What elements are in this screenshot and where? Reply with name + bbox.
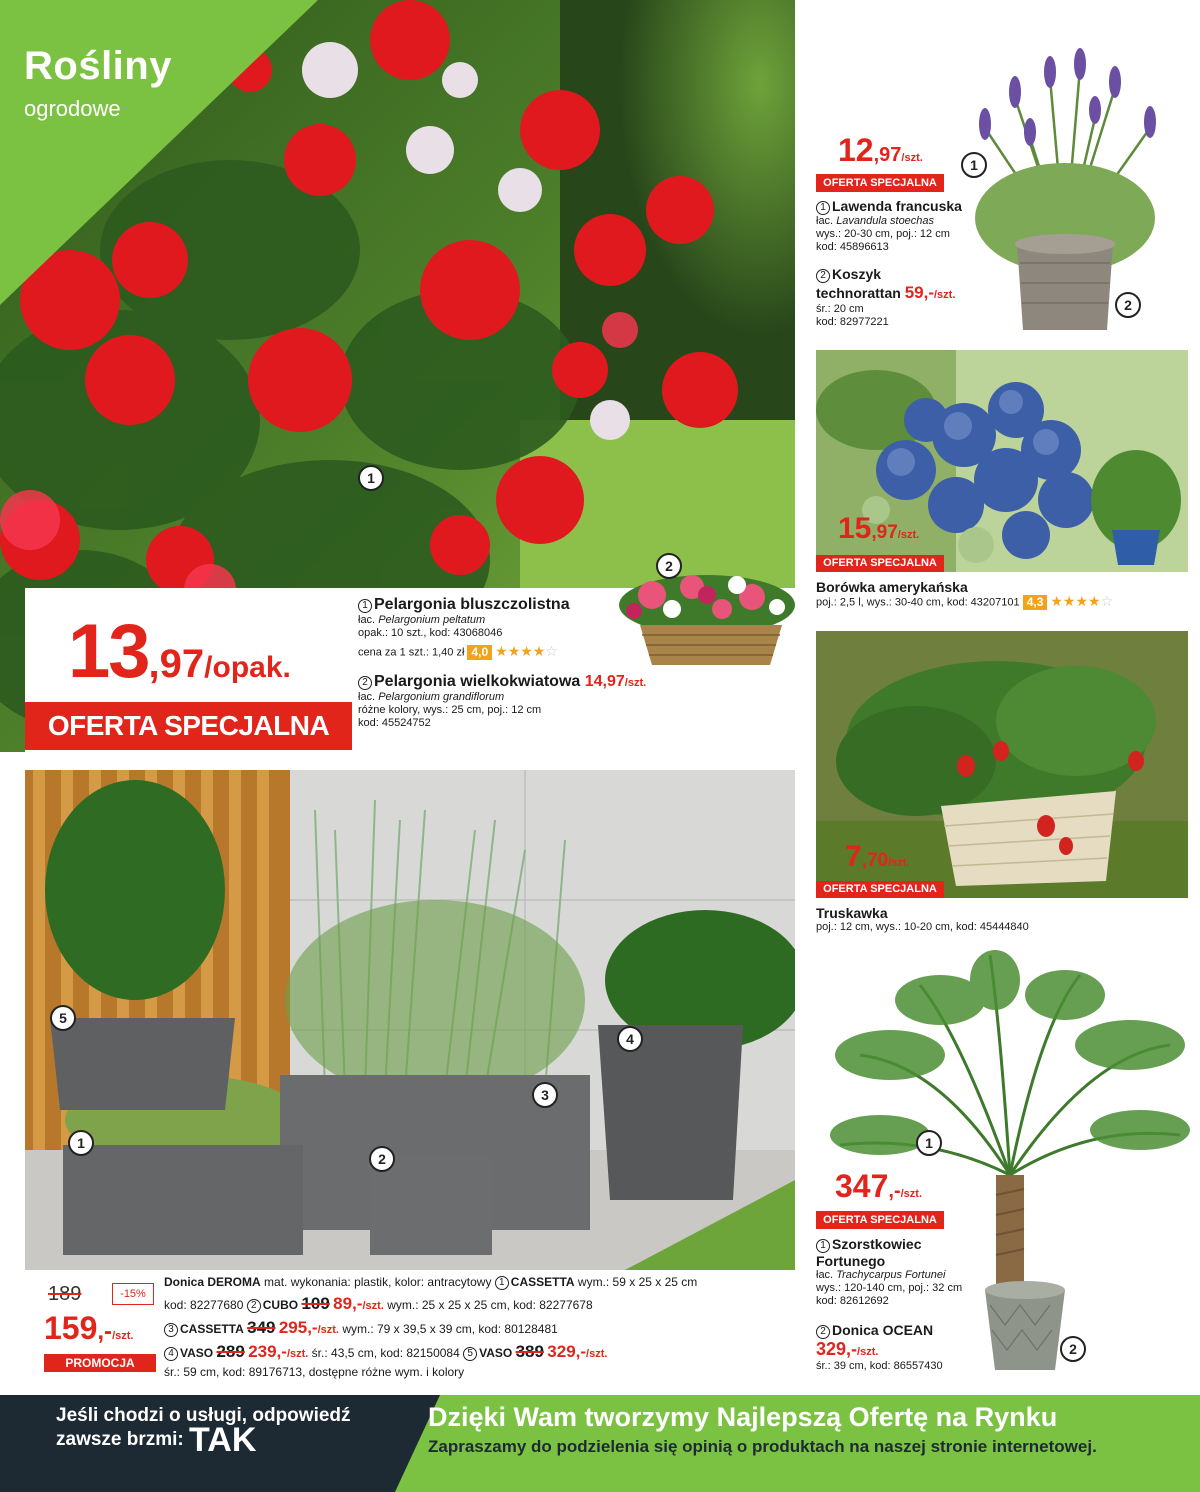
hero-item2 [358, 673, 778, 730]
palm-item1 [816, 1236, 986, 1308]
marker-pot-2: 2 [369, 1146, 395, 1172]
pots-vaso4: VASO [180, 1346, 214, 1360]
hero-item1-name: Pelargonia bluszczolistna [374, 596, 570, 613]
blueberry-price [838, 512, 919, 546]
hero-item2-code: kod: 45524752 [358, 717, 431, 729]
hero-rating [467, 645, 557, 660]
basket-details: śr.: 20 cm [816, 303, 864, 315]
palm-latin-label: łac. [816, 1269, 834, 1281]
marker-geranium-1: 1 [358, 465, 384, 491]
ocean-item2 [816, 1322, 996, 1373]
lavender-offer-badge: OFERTA SPECJALNA [816, 174, 944, 192]
pots-cubo-unit: /szt. [362, 1300, 384, 1312]
hero-item2-details: różne kolory, wys.: 25 cm, poj.: 12 cm [358, 704, 542, 716]
palm-name-1: Szorstkowiec [832, 1236, 922, 1252]
lavender-price [838, 132, 923, 169]
hero-rating-score: 4,0 [467, 645, 492, 660]
hero-item1-latin: Pelargonium peltatum [378, 614, 486, 626]
ocean-price: 329,- [816, 1339, 858, 1359]
pots-price-cents: ,- [97, 1318, 113, 1345]
palm-name-2: Fortunego [816, 1253, 886, 1269]
pots-price-main: 159 [44, 1310, 98, 1346]
hero-item1 [358, 596, 618, 660]
marker-basket-2: 2 [1115, 292, 1141, 318]
pots-price [44, 1310, 133, 1347]
lavender-latin: Lavandula stoechas [836, 215, 935, 227]
hero-price-unit: /opak. [204, 651, 291, 684]
pots-cassetta3-unit: /szt. [317, 1324, 339, 1336]
pots-vaso5-num: 5 [463, 1347, 477, 1361]
lavender-latin-label: łac. [816, 215, 834, 227]
strawberry-details: poj.: 12 cm, wys.: 10-20 cm, kod: 45444840 [816, 921, 1029, 933]
hero-offer-badge: OFERTA SPECJALNA [25, 702, 352, 750]
pots-cassetta3-price: 295,- [278, 1318, 318, 1337]
pots-cubo-old: 109 [301, 1294, 330, 1313]
hero-item1-latin-label: łac. [358, 614, 376, 626]
hero-price-cents: ,97 [148, 642, 205, 686]
ocean-details: śr.: 39 cm, kod: 86557430 [816, 1360, 943, 1372]
strawberry-price [845, 840, 910, 874]
basket-price-unit: /szt. [933, 289, 956, 301]
basket-name-2: technorattan [816, 285, 901, 301]
footer-right-sub: Zapraszamy do podzielenia się opinią o produktach na naszej stronie internetowej. [428, 1437, 1097, 1456]
lavender-price-unit: /szt. [901, 152, 923, 164]
pots-line2-code: kod: 82277680 [164, 1298, 247, 1312]
blueberry-info [816, 579, 1196, 610]
pots-vaso4-price: 239,- [248, 1342, 287, 1361]
hero-item1-details: opak.: 10 szt., kod: 43068046 [358, 627, 503, 639]
section-subtitle: ogrodowe [24, 96, 121, 121]
pots-line5: śr.: 59 cm, kod: 89176713, dostępne różne wym. i kolory [164, 1365, 465, 1379]
pots-vaso5-unit: /szt. [586, 1348, 608, 1360]
flower-box-image [612, 565, 802, 670]
footer-left-tak: TAK [189, 1421, 257, 1459]
marker-pot-3: 3 [532, 1082, 558, 1108]
hero-item2-latin-label: łac. [358, 691, 376, 703]
basket-num: 2 [816, 269, 830, 283]
star-rating-icon: ★★★★☆ [495, 643, 558, 659]
pots-price-unit: /szt. [112, 1330, 134, 1342]
lavender-price-main: 12 [838, 132, 874, 168]
hero-price [68, 608, 291, 695]
lavender-code: kod: 45896613 [816, 241, 889, 253]
marker-pot-5: 5 [50, 1005, 76, 1031]
pots-cassetta3-desc: wym.: 79 x 39,5 x 39 cm, kod: 80128481 [339, 1322, 558, 1336]
footer-left-line1: Jeśli chodzi o usługi, odpowiedź [56, 1405, 351, 1426]
pots-cassetta3: CASSETTA [180, 1322, 244, 1336]
palm-price [835, 1168, 922, 1205]
palm-offer-badge: OFERTA SPECJALNA [816, 1211, 944, 1229]
marker-flowerbox-2: 2 [656, 553, 682, 579]
basket-price: 59,- [904, 283, 934, 302]
hero-item1-unit-price: cena za 1 szt.: 1,40 zł [358, 646, 465, 659]
pots-vaso4-old: 289 [216, 1342, 245, 1361]
marker-ocean-2: 2 [1060, 1336, 1086, 1362]
pots-promo-badge: PROMOCJA [44, 1354, 156, 1372]
blueberry-rating-score: 4,3 [1023, 595, 1048, 610]
palm-details: wys.: 120-140 cm, poj.: 32 cm [816, 1282, 963, 1294]
basket-name-1: Koszyk [832, 266, 882, 282]
marker-pot-4: 4 [617, 1026, 643, 1052]
palm-item1-num: 1 [816, 1239, 830, 1253]
marker-pot-1: 1 [68, 1130, 94, 1156]
palm-image [820, 945, 1190, 1375]
hero-item2-price: 14,97 [584, 673, 625, 690]
pots-cassetta3-num: 3 [164, 1323, 178, 1337]
star-rating-icon: ★★★★☆ [1050, 593, 1114, 609]
pots-vaso5: VASO [479, 1346, 513, 1360]
footer-left [56, 1404, 351, 1459]
pots-vaso5-price: 329,- [547, 1342, 587, 1361]
pots-vaso4-num: 4 [164, 1347, 178, 1361]
pots-cassetta3-old: 349 [247, 1318, 276, 1337]
blueberry-price-unit: /szt. [897, 529, 920, 541]
marker-palm-1: 1 [916, 1130, 942, 1156]
strawberry-price-cents: ,70 [861, 850, 889, 871]
strawberry-name: Truskawka [816, 905, 888, 921]
hero-item2-num: 2 [358, 676, 372, 690]
pots-cassetta1-num: 1 [495, 1276, 509, 1290]
blueberry-offer-badge: OFERTA SPECJALNA [816, 555, 944, 572]
blueberry-name: Borówka amerykańska [816, 579, 968, 595]
footer-left-line2: zawsze brzmi: [56, 1429, 184, 1450]
lavender-price-cents: ,97 [873, 144, 902, 166]
pots-vaso4-desc: śr.: 43,5 cm, kod: 82150084 [308, 1346, 464, 1360]
strawberry-info [816, 905, 1196, 934]
strawberry-price-main: 7 [845, 840, 862, 873]
pots-illustration [25, 770, 795, 1270]
strawberry-offer-badge: OFERTA SPECJALNA [816, 881, 944, 898]
blueberry-details: poj.: 2,5 l, wys.: 30-40 cm, kod: 43207101 [816, 596, 1020, 609]
palm-price-unit: /szt. [900, 1188, 923, 1200]
ocean-name: Donica OCEAN [832, 1322, 934, 1338]
palm-price-cents: ,- [888, 1180, 901, 1202]
hero-item2-latin: Pelargonium grandiflorum [378, 691, 505, 703]
hero-price-main: 13 [68, 609, 149, 694]
basket-code: kod: 82977221 [816, 316, 889, 328]
ocean-num: 2 [816, 1325, 830, 1339]
lavender-basket-image [965, 48, 1170, 338]
pots-cassetta1: CASSETTA [510, 1275, 575, 1289]
hero-item2-price-unit: /szt. [624, 677, 647, 689]
marker-lavender-1: 1 [961, 152, 987, 178]
pots-discount-badge: -15% [112, 1283, 154, 1305]
pots-vaso4-unit: /szt. [286, 1348, 309, 1360]
lavender-item1-name: Lawenda francuska [832, 198, 962, 214]
lavender-details: wys.: 20-30 cm, poj.: 12 cm [816, 228, 950, 240]
pots-old-price: 189 [48, 1283, 82, 1305]
ocean-price-unit: /szt. [857, 1346, 879, 1358]
footer-right [428, 1402, 1097, 1457]
pots-line1-name: Donica DEROMA [164, 1275, 261, 1289]
pots-vaso5-old: 389 [515, 1342, 544, 1361]
pots-line1-desc: mat. wykonania: plastik, kolor: antracytowy [260, 1275, 495, 1289]
hero-item2-name: Pelargonia wielkokwiatowa [374, 673, 581, 690]
blueberry-rating [1023, 595, 1113, 610]
pots-photo [25, 770, 795, 1270]
palm-price-main: 347 [835, 1168, 889, 1204]
blueberry-price-main: 15 [838, 512, 872, 545]
pots-cubo-desc: wym.: 25 x 25 x 25 cm, kod: 82277678 [383, 1298, 593, 1312]
pots-cubo: CUBO [262, 1298, 299, 1312]
blueberry-price-cents: ,97 [871, 522, 898, 543]
palm-latin: Trachycarpus Fortunei [836, 1269, 946, 1281]
hero-item1-num: 1 [358, 599, 372, 613]
pots-cubo-price: 89,- [333, 1294, 363, 1313]
lavender-item1-num: 1 [816, 201, 830, 215]
footer-right-title: Dzięki Wam tworzymy Najlepszą Ofertę na Rynku [428, 1402, 1058, 1432]
pots-cubo-num: 2 [247, 1299, 261, 1313]
pots-cassetta1-dim: wym.: 59 x 25 x 25 cm [574, 1275, 698, 1289]
strawberry-price-unit: /szt. [888, 857, 910, 869]
pots-description [164, 1272, 794, 1379]
section-title: Rośliny [24, 44, 172, 88]
palm-code: kod: 82612692 [816, 1295, 889, 1307]
